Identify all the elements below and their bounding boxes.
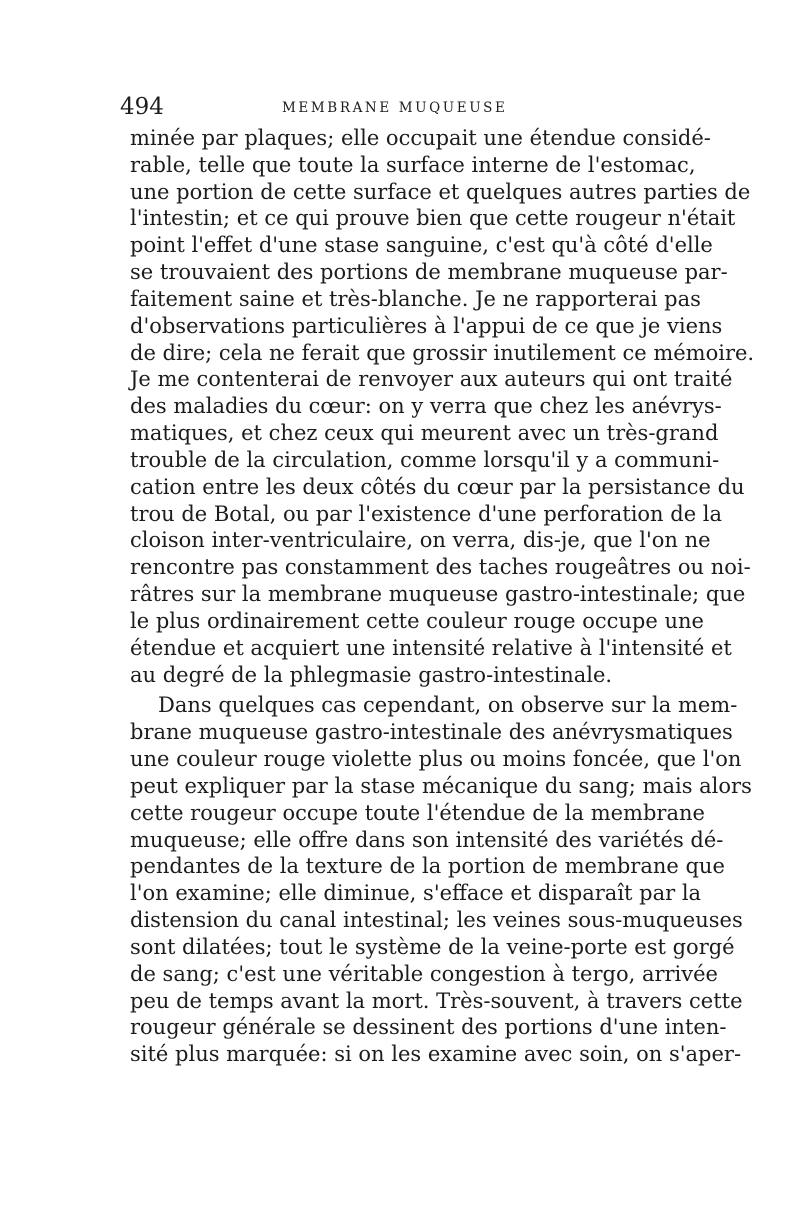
- paragraph: [130, 125, 755, 688]
- page-header: [120, 92, 680, 122]
- text-line: une couleur rouge violette plus ou moins foncée, que l'on: [130, 747, 742, 772]
- text-line: une portion de cette surface et quelques autres parties de: [130, 179, 751, 204]
- text-line: l'on examine; elle diminue, s'efface et disparaît par la: [130, 881, 702, 906]
- text-line: d'observations particulières à l'appui de ce que je viens: [130, 313, 723, 338]
- text-line: de sang; c'est une véritable congestion à tergo, arrivée: [130, 961, 718, 986]
- text-line: râtres sur la membrane muqueuse gastro-intestinale; que: [130, 582, 746, 607]
- page-number: 494: [120, 94, 164, 120]
- text-line: pendantes de la texture de la portion de membrane que: [130, 854, 725, 879]
- text-line: cette rougeur occupe toute l'étendue de la membrane: [130, 800, 705, 825]
- text-line: Je me contenterai de renvoyer aux auteurs qui ont traité: [130, 367, 733, 392]
- text-line: de dire; cela ne ferait que grossir inutilement ce mémoire.: [130, 340, 755, 365]
- text-line: faitement saine et très-blanche. Je ne rapporterai pas: [130, 286, 701, 311]
- text-line: étendue et acquiert une intensité relative à l'intensité et: [130, 635, 732, 660]
- paragraph: [130, 692, 752, 1068]
- text-line: peut expliquer par la stase mécanique du sang; mais alors: [130, 773, 752, 798]
- text-line: muqueuse; elle offre dans son intensité des variétés dé-: [130, 827, 724, 852]
- text-line: peu de temps avant la mort. Très-souvent, à travers cette: [130, 988, 743, 1013]
- text-line: sont dilatées; tout le système de la veine-porte est gorgé: [130, 934, 735, 959]
- text-line: brane muqueuse gastro-intestinale des anévrysmatiques: [130, 720, 733, 745]
- text-line: Dans quelques cas cependant, on observe sur la mem-: [158, 693, 738, 718]
- text-line: matiques, et chez ceux qui meurent avec un très-grand: [130, 421, 719, 446]
- text-line: point l'effet d'une stase sanguine, c'est qu'à côté d'elle: [130, 233, 713, 258]
- text-line: trou de Botal, ou par l'existence d'une perforation de la: [130, 501, 723, 526]
- text-line: trouble de la circulation, comme lorsqu'il y a communi-: [130, 447, 720, 472]
- text-line: rable, telle que toute la surface interne de l'estomac,: [130, 152, 696, 177]
- text-line: des maladies du cœur: on y verra que chez les anévrys-: [130, 394, 722, 419]
- body-text: [130, 125, 755, 1068]
- text-line: l'intestin; et ce qui prouve bien que cette rougeur n'était: [130, 206, 736, 231]
- text-line: au degré de la phlegmasie gastro-intestinale.: [130, 662, 613, 687]
- text-line: rougeur générale se dessinent des portions d'une inten-: [130, 1015, 727, 1040]
- text-line: le plus ordinairement cette couleur rouge occupe une: [130, 608, 704, 633]
- text-line: distension du canal intestinal; les veines sous-muqueuses: [130, 908, 743, 933]
- text-line: cation entre les deux côtés du cœur par la persistance du: [130, 474, 745, 499]
- text-line: minée par plaques; elle occupait une étendue considé-: [130, 126, 711, 150]
- text-line: se trouvaient des portions de membrane muqueuse par-: [130, 260, 728, 285]
- text-line: rencontre pas constamment des taches rougeâtres ou noi-: [130, 555, 751, 580]
- text-line: cloison inter-ventriculaire, on verra, dis-je, que l'on ne: [130, 528, 711, 553]
- running-head: MEMBRANE MUQUEUSE: [282, 100, 508, 116]
- text-line: sité plus marquée: si on les examine avec soin, on s'aper-: [130, 1042, 742, 1067]
